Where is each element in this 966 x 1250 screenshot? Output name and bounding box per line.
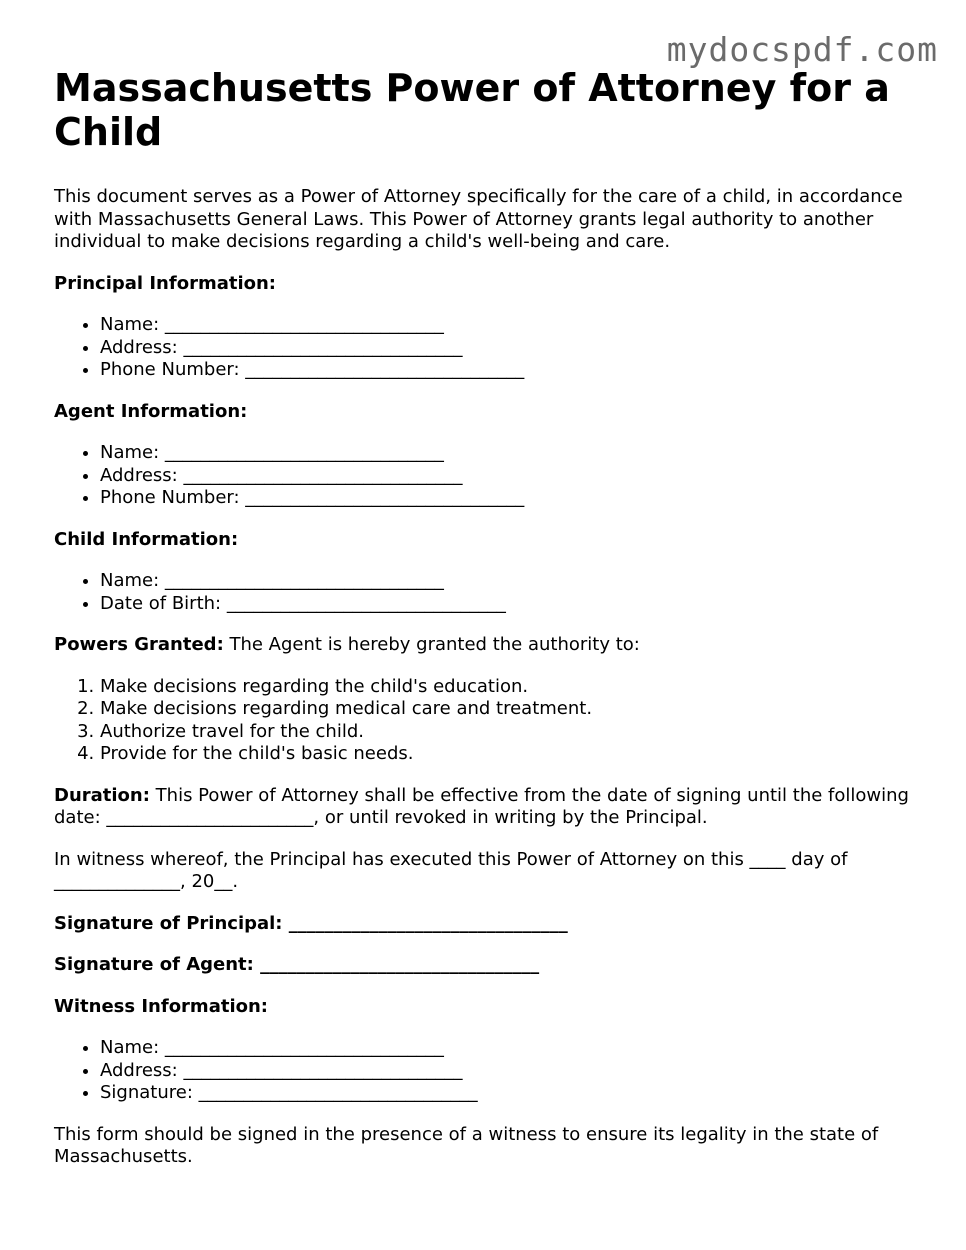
witness-name-field: • Name: _______________________________ [100,1037,924,1060]
principal-phone-field: • Phone Number: _______________________________ [100,359,924,382]
witness-signature-field: • Signature: _______________________________ [100,1082,924,1105]
agent-phone-field: • Phone Number: _______________________________ [100,487,924,510]
agent-heading: Agent Information: [54,400,248,422]
principal-address-field: • Address: _______________________________ [100,337,924,360]
agent-address-field: • Address: _______________________________ [100,465,924,488]
child-dob-field: • Date of Birth: _______________________________ [100,593,924,616]
duration-label: Duration: [54,784,150,806]
footer-note: This form should be signed in the presence of a witness to ensure its legality in the state of Massachusetts. [54,1123,879,1167]
document-page [54,66,924,1169]
agent-fields [54,442,924,510]
powers-label: Powers Granted: [54,634,224,655]
document-title: Massachusetts Power of Attorney for a Child [54,66,890,154]
principal-fields [54,314,924,382]
intro-paragraph: This document serves as a Power of Attorney specifically for the care of a child, in accordance with Massachusetts General Laws. This Power of Attorney grants legal authority to another individual to make decisions regarding a child's well-being and care. [54,186,903,252]
witness-fields [54,1037,924,1105]
witness-heading: Witness Information: [54,995,268,1017]
child-fields [54,570,924,615]
witness-statement: In witness whereof, the Principal has executed this Power of Attorney on this ____ day of ______________, 20__. [54,848,848,892]
power-item: 4. Provide for the child's basic needs. [100,743,924,766]
principal-signature-line: Signature of Principal: _______________________________ [54,912,568,934]
principal-heading: Principal Information: [54,272,277,294]
powers-paragraph [54,634,924,657]
child-name-field: • Name: _______________________________ [100,570,924,593]
agent-name-field: • Name: _______________________________ [100,442,924,465]
duration-text: This Power of Attorney shall be effective from the date of signing until the following date: _______________________, or until revoked in writing by the Principal. [54,784,909,828]
principal-name-field: • Name: _______________________________ [100,314,924,337]
watermark-text: mydocspdf.com [666,30,938,69]
agent-signature-line: Signature of Agent: _______________________________ [54,954,540,975]
child-heading: Child Information: [54,528,239,550]
witness-address-field: • Address: _______________________________ [100,1060,924,1083]
power-item: 3. Authorize travel for the child. [100,721,924,744]
powers-list [54,676,924,766]
duration-paragraph [54,785,924,830]
power-item: 2. Make decisions regarding medical care and treatment. [100,698,924,721]
powers-text: The Agent is hereby granted the authority to: [223,634,640,655]
power-item: 1. Make decisions regarding the child's education. [100,676,924,699]
